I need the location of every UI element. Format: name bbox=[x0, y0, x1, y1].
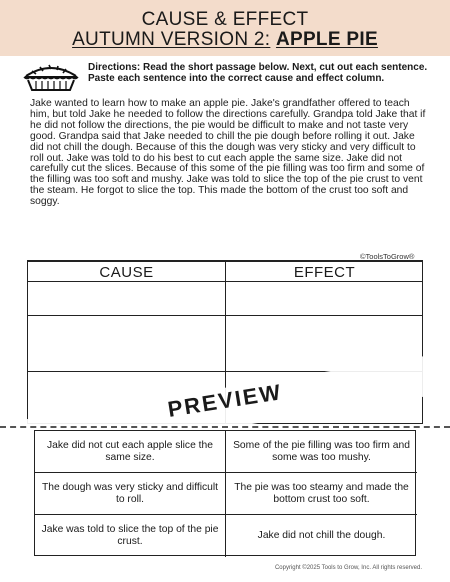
worksheet-subtitle bbox=[0, 30, 450, 50]
cause-column-header: CAUSE bbox=[99, 264, 154, 281]
copyright-tag: ©ToolsToGrow® bbox=[360, 252, 415, 261]
header-banner bbox=[0, 0, 450, 56]
row-divider bbox=[28, 315, 422, 316]
card-effect-2[interactable]: The dough was very sticky and difficult to roll. bbox=[35, 473, 226, 515]
row-divider bbox=[28, 261, 422, 262]
subtitle-version: AUTUMN VERSION 2: bbox=[72, 29, 271, 50]
card-cause-1[interactable]: Jake did not cut each apple slice the same size. bbox=[35, 431, 226, 473]
pie-icon bbox=[22, 62, 80, 92]
card-cause-2[interactable]: Jake was told to slice the top of the pie crust. bbox=[35, 515, 226, 557]
row-divider bbox=[28, 281, 422, 282]
cut-out-cards bbox=[34, 430, 416, 556]
directions-text: Directions: Read the short passage below. Next, cut out each sentence. Paste each sentence into the correct cause and effect column. bbox=[88, 62, 428, 84]
card-effect-3[interactable]: The pie was too steamy and made the bottom crust too soft. bbox=[226, 473, 417, 515]
card-cause-3[interactable]: Jake did not chill the dough. bbox=[257, 530, 386, 541]
footer-copyright: Copyright ©2025 Tools to Grow, Inc. All rights reserved. bbox=[274, 565, 422, 571]
cut-line bbox=[0, 426, 450, 428]
preview-watermark: PREVIEW bbox=[165, 379, 284, 422]
subtitle-topic: APPLE PIE bbox=[275, 29, 378, 50]
card-effect-1[interactable]: Some of the pie filling was too firm and some was too mushy. bbox=[226, 431, 417, 473]
worksheet-title: CAUSE & EFFECT bbox=[141, 9, 309, 30]
effect-column-header: EFFECT bbox=[293, 264, 356, 281]
reading-passage: Jake wanted to learn how to make an apple pie. Jake's grandfather offered to teach him, but told Jake he needed to follow the directions carefully. Grandpa told Jake that if he did not follow the directions, the pie would be difficult to make and not taste very good. Grandpa said that Jake needed to chill the pie dough before rolling it out. Jake did not chill the dough. Because of this the dough was very sticky and very difficult to roll out. Jake was told to do his best to cut each apple the same size. Jake did not carefully cut the slices. Because of this some of the pie filling was too firm and some of the filling was too soft and mushy. Jake was told to slice the top of the pie crust to vent the steam. He forgot to slice the top. This made the bottom of the crust too soft and soggy. bbox=[30, 98, 426, 208]
